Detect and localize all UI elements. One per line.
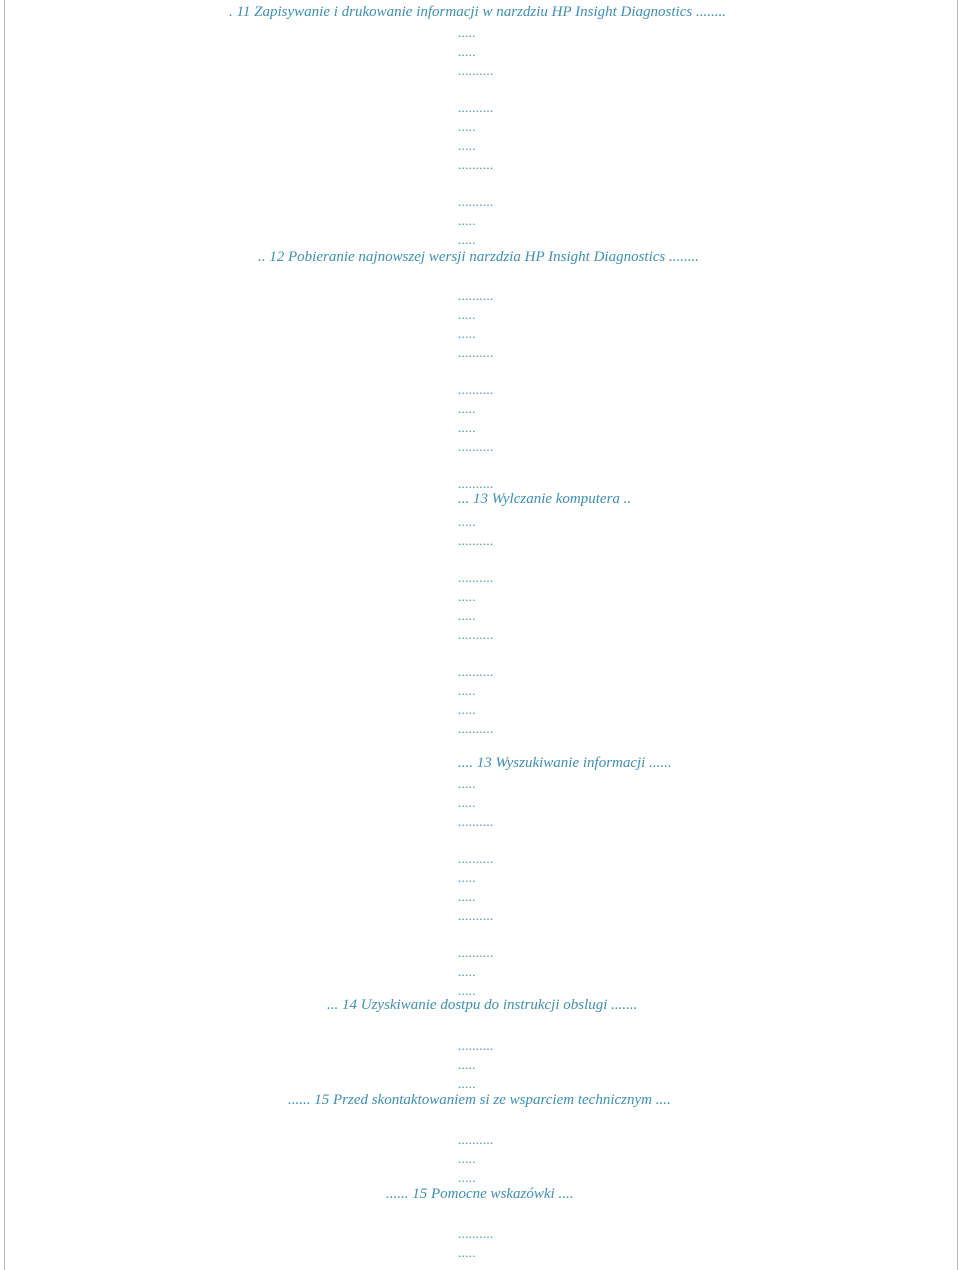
dot-leader: ..... [458, 776, 476, 791]
dot-leader: .......... [458, 382, 494, 397]
dot-leader: ..... [458, 683, 476, 698]
dot-leader: ..... [458, 1170, 476, 1185]
dot-leader: .......... [458, 288, 494, 303]
dot-leader: ..... [458, 401, 476, 416]
dot-leader: ..... [458, 44, 476, 59]
dot-leader: .......... [458, 570, 494, 585]
dot-leader: .......... [458, 439, 494, 454]
dot-leader: ..... [458, 964, 476, 979]
dot-leader: ..... [458, 119, 476, 134]
dot-leader: ..... [458, 983, 476, 998]
dot-leader: .......... [458, 945, 494, 960]
toc-entry[interactable]: . 11 Zapisywanie i drukowanie informacji w narzdziu HP Insight Diagnostics ........ [229, 4, 726, 20]
dot-leader: ..... [458, 307, 476, 322]
dot-leader: ..... [458, 589, 476, 604]
toc-entry[interactable]: ...... 15 Przed skontaktowaniem si ze wsparciem technicznym .... [288, 1092, 671, 1108]
dot-leader: .......... [458, 1226, 494, 1241]
dot-leader: ..... [458, 795, 476, 810]
dot-leader: .......... [458, 533, 494, 548]
page-left-border [4, 0, 5, 1270]
toc-entry[interactable]: ... 14 Uzyskiwanie dostpu do instrukcji obslugi ....... [327, 997, 638, 1013]
dot-leader: ..... [458, 1057, 476, 1072]
toc-entry[interactable]: ...... 15 Pomocne wskazówki .... [386, 1186, 574, 1202]
dot-leader: .......... [458, 814, 494, 829]
dot-leader: .......... [458, 157, 494, 172]
dot-leader: ..... [458, 1151, 476, 1166]
dot-leader: ..... [458, 514, 476, 529]
dot-leader: ..... [458, 326, 476, 341]
dot-leader: .......... [458, 100, 494, 115]
dot-leader: ..... [458, 1076, 476, 1091]
dot-leader: ..... [458, 702, 476, 717]
dot-leader: .......... [458, 908, 494, 923]
dot-leader: ..... [458, 1245, 476, 1260]
dot-leader: ..... [458, 213, 476, 228]
dot-leader: .......... [458, 1038, 494, 1053]
dot-leader: ..... [458, 420, 476, 435]
dot-leader: ..... [458, 25, 476, 40]
toc-entry[interactable]: ... 13 Wylczanie komputera .. [458, 491, 632, 507]
dot-leader: .......... [458, 476, 494, 491]
dot-leader: ..... [458, 608, 476, 623]
dot-leader: ..... [458, 889, 476, 904]
dot-leader: .......... [458, 1132, 494, 1147]
dot-leader: ..... [458, 870, 476, 885]
toc-entry[interactable]: .. 12 Pobieranie najnowszej wersji narzdzia HP Insight Diagnostics ........ [258, 249, 699, 265]
dot-leader: .......... [458, 851, 494, 866]
dot-leader: .......... [458, 721, 494, 736]
dot-leader: ..... [458, 138, 476, 153]
page-right-border [957, 0, 958, 1270]
dot-leader: .......... [458, 194, 494, 209]
dot-leader: ..... [458, 232, 476, 247]
dot-leader: .......... [458, 63, 494, 78]
dot-leader: .......... [458, 627, 494, 642]
dot-leader: .......... [458, 664, 494, 679]
dot-leader: .......... [458, 345, 494, 360]
toc-entry[interactable]: .... 13 Wyszukiwanie informacji ...... [458, 755, 672, 771]
